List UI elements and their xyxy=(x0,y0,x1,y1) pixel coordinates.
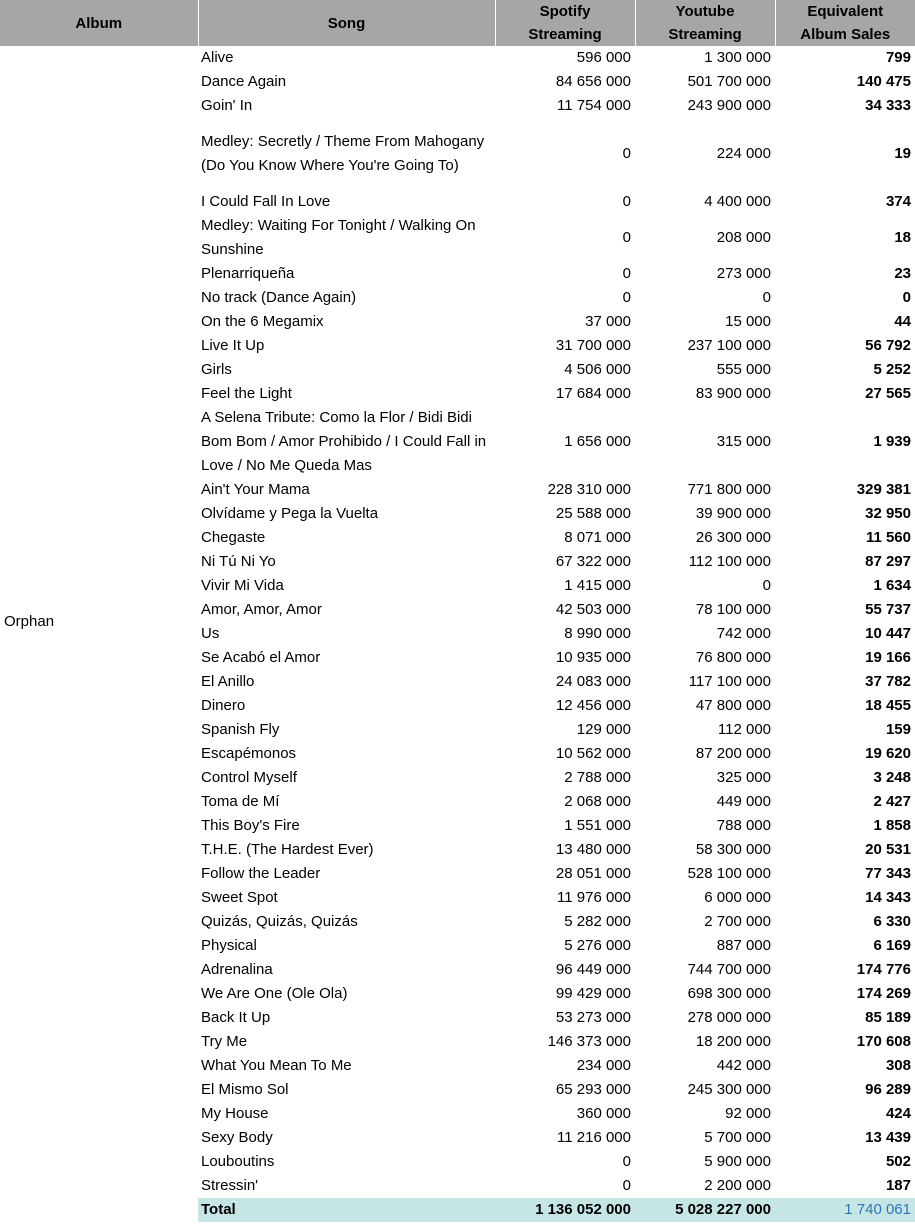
song-cell: Back It Up xyxy=(201,1009,271,1026)
equivalent-cell: 55 737 xyxy=(865,601,911,618)
spotify-cell: 0 xyxy=(622,145,631,162)
song-cell: El Anillo xyxy=(201,673,255,690)
song-cell: Olvídame y Pega la Vuelta xyxy=(201,505,379,522)
equivalent-cell: 85 189 xyxy=(865,1009,911,1026)
youtube-cell: 76 800 000 xyxy=(695,649,771,666)
song-cell: No track (Dance Again) xyxy=(201,289,357,306)
spotify-cell: 0 xyxy=(622,1177,631,1194)
youtube-cell: 26 300 000 xyxy=(695,529,771,546)
youtube-cell: 2 700 000 xyxy=(704,913,771,930)
youtube-cell: 449 000 xyxy=(716,793,771,810)
spotify-cell: 10 562 000 xyxy=(555,745,631,762)
spotify-cell: 0 xyxy=(622,229,631,246)
song-cell: Sexy Body xyxy=(201,1129,273,1146)
song-cell: Us xyxy=(201,625,220,642)
youtube-cell: 83 900 000 xyxy=(695,385,771,402)
equivalent-cell: 140 475 xyxy=(856,73,911,90)
total-album-cell xyxy=(0,1198,198,1222)
song-cell: Control Myself xyxy=(201,769,297,786)
song-cell: Plenarriqueña xyxy=(201,265,295,282)
equivalent-cell: 0 xyxy=(902,289,911,306)
youtube-cell: 92 000 xyxy=(725,1105,771,1122)
equivalent-cell: 10 447 xyxy=(865,625,911,642)
equivalent-cell: 502 xyxy=(885,1153,911,1170)
spotify-cell: 0 xyxy=(622,265,631,282)
youtube-cell: 771 800 000 xyxy=(687,481,771,498)
header-album xyxy=(0,0,198,46)
spotify-cell: 96 449 000 xyxy=(555,961,631,978)
song-cell: Alive xyxy=(201,49,234,66)
youtube-cell: 4 400 000 xyxy=(704,193,771,210)
youtube-cell: 6 000 000 xyxy=(704,889,771,906)
spotify-cell: 53 273 000 xyxy=(555,1009,631,1026)
spotify-cell: 8 071 000 xyxy=(564,529,631,546)
equivalent-cell: 44 xyxy=(894,313,911,330)
song-cell: Escapémonos xyxy=(201,745,297,762)
equivalent-cell: 77 343 xyxy=(865,865,911,882)
equivalent-cell: 329 381 xyxy=(856,481,911,498)
equivalent-cell: 308 xyxy=(885,1057,911,1074)
equivalent-cell: 14 343 xyxy=(865,889,911,906)
equivalent-cell: 3 248 xyxy=(873,769,911,786)
youtube-cell: 39 900 000 xyxy=(695,505,771,522)
header-equivalent xyxy=(775,0,915,46)
youtube-cell: 788 000 xyxy=(716,817,771,834)
equivalent-cell: 20 531 xyxy=(865,841,911,858)
equivalent-cell: 18 xyxy=(894,229,911,246)
youtube-cell: 501 700 000 xyxy=(687,73,771,90)
youtube-cell: 887 000 xyxy=(716,937,771,954)
spotify-cell: 31 700 000 xyxy=(555,337,631,354)
equivalent-cell: 19 166 xyxy=(865,649,911,666)
song-cell: What You Mean To Me xyxy=(201,1057,352,1074)
song-cell: Girls xyxy=(201,361,232,378)
equivalent-cell: 159 xyxy=(885,721,911,738)
spotify-cell: 129 000 xyxy=(576,721,631,738)
spotify-cell: 146 373 000 xyxy=(547,1033,631,1050)
equivalent-cell: 19 620 xyxy=(865,745,911,762)
spotify-cell: 10 935 000 xyxy=(555,649,631,666)
youtube-cell: 0 xyxy=(762,289,771,306)
spotify-cell: 25 588 000 xyxy=(555,505,631,522)
song-cell: Vivir Mi Vida xyxy=(201,577,284,594)
spotify-cell: 11 216 000 xyxy=(557,1129,631,1146)
equivalent-cell: 13 439 xyxy=(865,1129,911,1146)
youtube-cell: 18 200 000 xyxy=(695,1033,771,1050)
youtube-cell: 528 100 000 xyxy=(687,865,771,882)
spotify-cell: 0 xyxy=(622,193,631,210)
equivalent-cell: 27 565 xyxy=(865,385,911,402)
spotify-cell: 8 990 000 xyxy=(564,625,631,642)
spotify-cell: 1 656 000 xyxy=(564,433,631,450)
equivalent-cell: 34 333 xyxy=(865,97,911,114)
equivalent-cell: 19 xyxy=(894,145,911,162)
song-cell: Ni Tú Ni Yo xyxy=(201,553,276,570)
equivalent-cell: 1 634 xyxy=(873,577,911,594)
total-equivalent: 1 740 061 xyxy=(775,1198,915,1222)
equivalent-cell: 2 427 xyxy=(873,793,911,810)
youtube-cell: 744 700 000 xyxy=(687,961,771,978)
table-body xyxy=(0,46,915,1222)
spotify-cell: 228 310 000 xyxy=(547,481,631,498)
youtube-cell: 208 000 xyxy=(716,229,771,246)
header-song xyxy=(198,0,495,46)
header-spotify xyxy=(495,0,635,46)
spotify-cell: 2 788 000 xyxy=(564,769,631,786)
song-cell: Live It Up xyxy=(201,337,265,354)
song-cell: Try Me xyxy=(201,1033,248,1050)
spotify-cell: 84 656 000 xyxy=(555,73,631,90)
youtube-cell: 112 000 xyxy=(717,721,771,738)
youtube-cell: 237 100 000 xyxy=(687,337,771,354)
spotify-cell: 0 xyxy=(622,1153,631,1170)
album-cell: Orphan xyxy=(4,613,55,630)
youtube-cell: 0 xyxy=(762,577,771,594)
youtube-cell: 442 000 xyxy=(716,1057,771,1074)
youtube-cell: 555 000 xyxy=(716,361,771,378)
youtube-cell: 698 300 000 xyxy=(687,985,771,1002)
song-cell: Louboutins xyxy=(201,1153,275,1170)
spotify-cell: 42 503 000 xyxy=(555,601,631,618)
song-cell: This Boy's Fire xyxy=(201,817,300,834)
spotify-cell: 11 754 000 xyxy=(557,97,631,114)
spotify-cell: 28 051 000 xyxy=(555,865,631,882)
youtube-cell: 15 000 xyxy=(725,313,771,330)
youtube-cell: 117 100 000 xyxy=(688,673,771,690)
song-cell: Dinero xyxy=(201,697,246,714)
spotify-cell: 4 506 000 xyxy=(564,361,631,378)
youtube-cell: 273 000 xyxy=(716,265,771,282)
youtube-cell: 5 900 000 xyxy=(704,1153,771,1170)
header-youtube-line1: Youtube xyxy=(675,3,735,20)
spotify-cell: 0 xyxy=(622,289,631,306)
song-cell: Toma de Mí xyxy=(201,793,280,810)
spotify-cell: 24 083 000 xyxy=(555,673,631,690)
equivalent-cell: 5 252 xyxy=(873,361,911,378)
spotify-cell: 67 322 000 xyxy=(555,553,631,570)
song-cell: Physical xyxy=(201,937,257,954)
spotify-cell: 65 293 000 xyxy=(555,1081,631,1098)
song-cell: Medley: Waiting For Tonight / Walking On Sunshine xyxy=(201,217,476,258)
spotify-cell: 234 000 xyxy=(576,1057,631,1074)
song-cell: El Mismo Sol xyxy=(201,1081,289,1098)
equivalent-cell: 424 xyxy=(885,1105,911,1122)
spotify-cell: 5 276 000 xyxy=(564,937,631,954)
table-row xyxy=(0,46,915,70)
spotify-cell: 1 415 000 xyxy=(564,577,631,594)
youtube-cell: 58 300 000 xyxy=(695,841,771,858)
spotify-cell: 2 068 000 xyxy=(564,793,631,810)
spotify-cell: 17 684 000 xyxy=(555,385,631,402)
song-cell: Spanish Fly xyxy=(201,721,280,738)
equivalent-cell: 96 289 xyxy=(865,1081,911,1098)
spotify-cell: 99 429 000 xyxy=(555,985,631,1002)
spotify-cell: 37 000 xyxy=(585,313,631,330)
spotify-cell: 360 000 xyxy=(576,1105,631,1122)
youtube-cell: 243 900 000 xyxy=(687,97,771,114)
equivalent-cell: 32 950 xyxy=(865,505,911,522)
song-cell: We Are One (Ole Ola) xyxy=(201,985,348,1002)
song-cell: Dance Again xyxy=(201,73,287,90)
song-cell: Goin' In xyxy=(201,97,253,114)
youtube-cell: 224 000 xyxy=(716,145,771,162)
equivalent-cell: 37 782 xyxy=(865,673,911,690)
youtube-cell: 1 300 000 xyxy=(704,49,771,66)
equivalent-cell: 799 xyxy=(885,49,911,66)
song-cell: On the 6 Megamix xyxy=(201,313,324,330)
song-cell: A Selena Tribute: Como la Flor / Bidi Bidi Bom Bom / Amor Prohibido / I Could Fall in Love / No Me Queda Mas xyxy=(201,409,487,474)
total-spotify: 1 136 052 000 xyxy=(495,1198,635,1222)
youtube-cell: 2 200 000 xyxy=(704,1177,771,1194)
youtube-cell: 5 700 000 xyxy=(704,1129,771,1146)
equivalent-cell: 6 330 xyxy=(873,913,911,930)
youtube-cell: 112 100 000 xyxy=(688,553,771,570)
total-label: Total xyxy=(198,1198,495,1222)
spotify-cell: 12 456 000 xyxy=(555,697,631,714)
youtube-cell: 245 300 000 xyxy=(687,1081,771,1098)
song-cell: Feel the Light xyxy=(201,385,292,402)
header-youtube xyxy=(635,0,775,46)
song-cell: Chegaste xyxy=(201,529,266,546)
song-cell: Stressin' xyxy=(201,1177,259,1194)
song-cell: Adrenalina xyxy=(201,961,273,978)
song-cell: Ain't Your Mama xyxy=(201,481,310,498)
song-cell: I Could Fall In Love xyxy=(201,193,331,210)
equivalent-cell: 18 455 xyxy=(865,697,911,714)
spotify-cell: 5 282 000 xyxy=(564,913,631,930)
equivalent-cell: 187 xyxy=(885,1177,911,1194)
header-spotify-line1: Spotify xyxy=(539,3,591,20)
header-song-label: Song xyxy=(327,14,366,32)
total-row xyxy=(0,1198,915,1222)
header-equivalent-line2: Album Sales xyxy=(800,26,891,43)
equivalent-cell: 174 776 xyxy=(856,961,911,978)
equivalent-cell: 6 169 xyxy=(873,937,911,954)
spotify-cell: 1 551 000 xyxy=(564,817,631,834)
song-cell: My House xyxy=(201,1105,269,1122)
song-cell: Quizás, Quizás, Quizás xyxy=(201,913,358,930)
spotify-cell: 11 976 000 xyxy=(557,889,631,906)
equivalent-cell: 374 xyxy=(885,193,911,210)
header-youtube-line2: Streaming xyxy=(668,26,742,43)
header-equivalent-line1: Equivalent xyxy=(807,3,884,20)
equivalent-cell: 174 269 xyxy=(856,985,911,1002)
youtube-cell: 742 000 xyxy=(716,625,771,642)
youtube-cell: 278 000 000 xyxy=(687,1009,771,1026)
song-cell: Amor, Amor, Amor xyxy=(201,601,322,618)
youtube-cell: 325 000 xyxy=(716,769,771,786)
youtube-cell: 78 100 000 xyxy=(695,601,771,618)
header-album-label: Album xyxy=(75,14,123,32)
song-cell: Medley: Secretly / Theme From Mahogany (Do You Know Where You're Going To) xyxy=(201,133,485,174)
song-cell: Se Acabó el Amor xyxy=(201,649,321,666)
spotify-cell: 596 000 xyxy=(576,49,631,66)
header-spotify-line2: Streaming xyxy=(528,26,602,43)
equivalent-cell: 23 xyxy=(894,265,911,282)
youtube-cell: 87 200 000 xyxy=(695,745,771,762)
song-cell: Sweet Spot xyxy=(201,889,278,906)
equivalent-cell: 1 858 xyxy=(873,817,911,834)
equivalent-cell: 56 792 xyxy=(865,337,911,354)
youtube-cell: 47 800 000 xyxy=(695,697,771,714)
youtube-cell: 315 000 xyxy=(716,433,771,450)
equivalent-cell: 170 608 xyxy=(856,1033,911,1050)
table-header xyxy=(0,0,915,46)
equivalent-cell: 1 939 xyxy=(873,433,911,450)
equivalent-cell: 87 297 xyxy=(865,553,911,570)
total-youtube: 5 028 227 000 xyxy=(635,1198,775,1222)
song-cell: T.H.E. (The Hardest Ever) xyxy=(201,841,374,858)
equivalent-cell: 11 560 xyxy=(865,529,911,546)
spotify-cell: 13 480 000 xyxy=(555,841,631,858)
song-cell: Follow the Leader xyxy=(201,865,321,882)
